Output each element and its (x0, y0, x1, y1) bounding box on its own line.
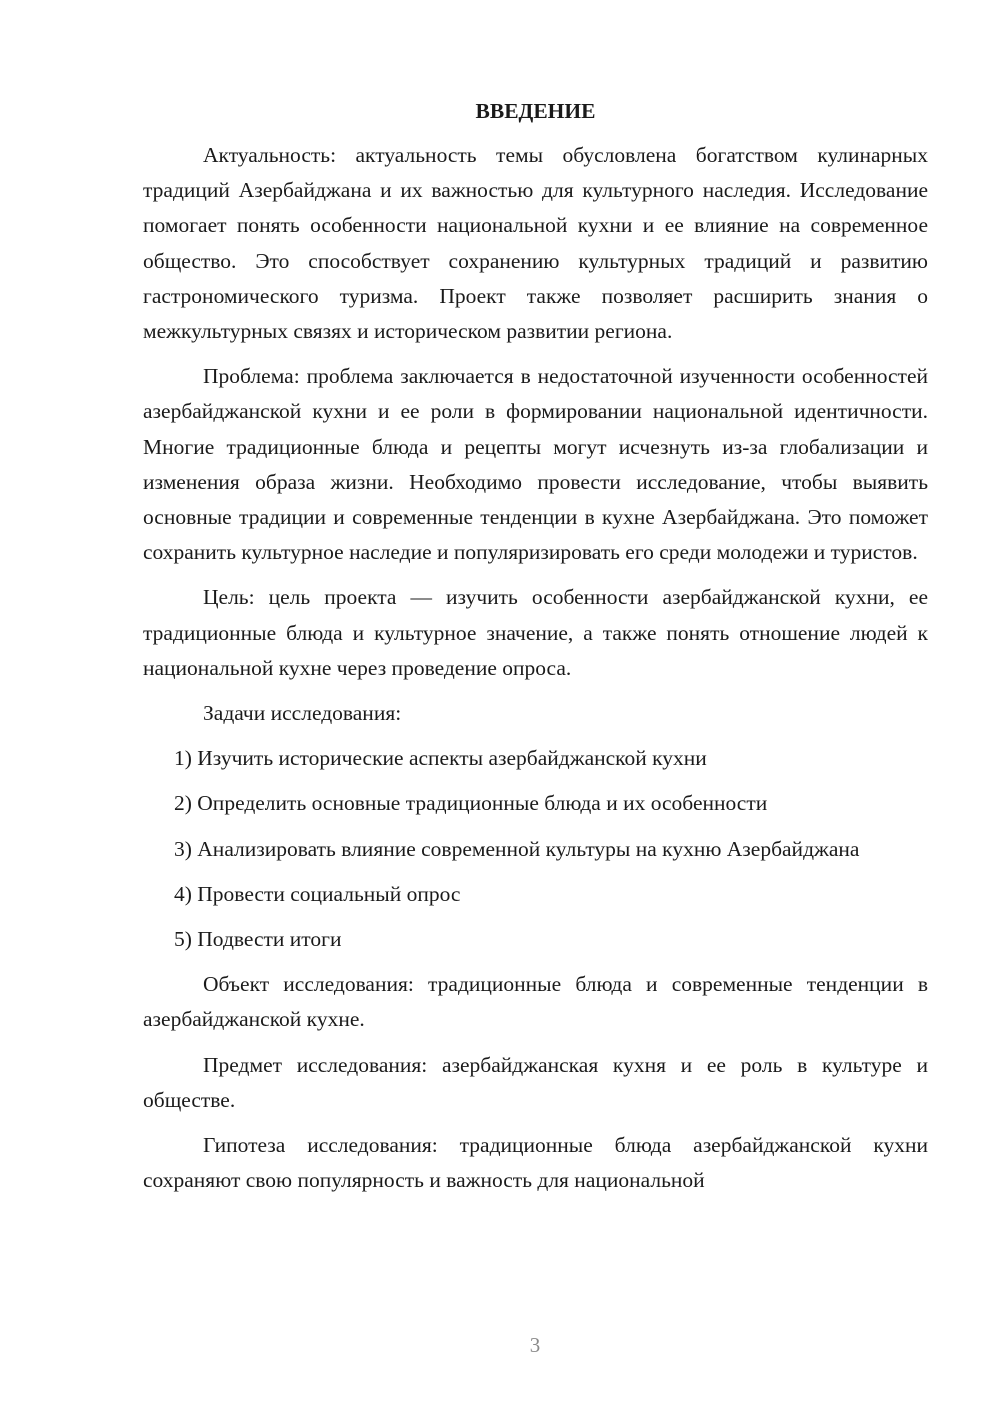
tasks-title: Задачи исследования: (203, 701, 402, 726)
task-item: 1) Изучить исторические аспекты азербайджанской кухни (174, 746, 707, 771)
problem-paragraph: Проблема: проблема заключается в недостаточной изученности особенностей азербайджанской кухни и ее роли в формировании национальной идентичности. Многие традиционные блюда и рецепты могут исчезнуть из-за глобализации и изменения образа жизни. Необходимо провести исследование, чтобы выявить основные традиции и современные тенденции в кухне Азербайджана. Это поможет сохранить культурное наследие и популяризировать его среди молодежи и туристов. (143, 364, 928, 565)
relevance-paragraph: Актуальность: актуальность темы обусловлена богатством кулинарных традиций Азербайджана и их важностью для культурного наследия. Исследование помогает понять особенности национальной кухни и ее влияние на современное общество. Это способствует сохранению культурных традиций и развитию гастрономического туризма. Проект также позволяет расширить знания о межкультурных связях и историческом развитии региона. (143, 143, 928, 344)
task-item: 5) Подвести итоги (174, 927, 342, 952)
page-number: 3 (529, 1333, 541, 1357)
subject-paragraph: Предмет исследования: азербайджанская кухня и ее роль в культуре и обществе. (143, 1052, 928, 1112)
object-paragraph: Объект исследования: традиционные блюда и современные тенденции в азербайджанской кухне. (143, 972, 928, 1032)
task-item: 2) Определить основные традиционные блюда и их особенности (174, 791, 768, 816)
task-item: 4) Провести социальный опрос (174, 881, 461, 906)
goal-paragraph: Цель: цель проекта — изучить особенности азербайджанской кухни, ее традиционные блюда и культурное значение, а также понять отношение людей к национальной кухне через проведение опроса. (143, 585, 928, 680)
hypothesis-paragraph: Гипотеза исследования: традиционные блюда азербайджанской кухни сохраняют свою популярность и важность для национальной (143, 1133, 928, 1193)
page-content (143, 96, 928, 1208)
task-item: 3) Анализировать влияние современной культуры на кухню Азербайджана (174, 836, 860, 861)
section-heading: ВВЕДЕНИЕ (475, 99, 596, 123)
